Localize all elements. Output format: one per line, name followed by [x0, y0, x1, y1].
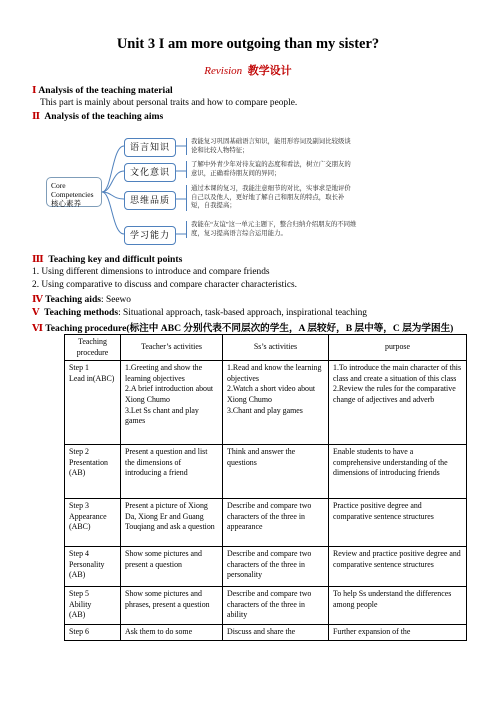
- table-cell: Present a picture of Xiong Da, Xiong Er and Guang Touqiang and ask a question: [121, 499, 223, 547]
- mindmap-label-learning: 学习能力: [124, 226, 176, 245]
- table-body: [65, 361, 467, 641]
- table-cell: Describe and compare two characters of the three in ability: [223, 587, 329, 625]
- table-header-row: [65, 335, 467, 361]
- document-title: Unit 3 I am more outgoing than my sister?: [116, 36, 380, 52]
- table-cell: Think and answer the questions: [223, 445, 329, 499]
- table-header: Teaching procedure: [65, 335, 121, 361]
- table-cell: To help Ss understand the differences among people: [329, 587, 467, 625]
- table-cell: Step 6: [65, 625, 121, 641]
- table-cell: 1.To introduce the main character of this class and create a situation of this class 2.Review the rules for the comparative change of adjectives and adverb: [329, 361, 467, 445]
- table-cell: Step 3 Appearance (ABC): [65, 499, 121, 547]
- table-cell: Further expansion of the: [329, 625, 467, 641]
- section-2-heading: Ⅱ Analysis of the teaching aims: [32, 111, 164, 122]
- table-row: [65, 547, 467, 587]
- table-cell: Describe and compare two characters of the three in appearance: [223, 499, 329, 547]
- mindmap-desc-language: 我能复习巩固基础语言知识，能用形容词及副词比较级谈论和比较人物特征；: [186, 138, 357, 155]
- table-row: [65, 445, 467, 499]
- subtitle-cn: 教学设计: [247, 65, 292, 77]
- table-cell: Describe and compare two characters of the three in personality: [223, 547, 329, 587]
- section-1-text: This part is mainly about personal traits and how to compare people.: [40, 98, 298, 108]
- subtitle-revision: Revision: [204, 65, 243, 77]
- table-cell: 1.Read and know the learning objectives 2.Watch a short video about Xiong Chumo 3.Chant and play games: [223, 361, 329, 445]
- table-cell: Show some pictures and phrases, present a question: [121, 587, 223, 625]
- table-row: [65, 361, 467, 445]
- section-6-heading: Ⅵ Teaching procedure(标注中 ABC 分别代表不同层次的学生，A 层较好，B 层中等，C 层为学困生): [32, 323, 454, 334]
- table-cell: Step 2 Presentation (AB): [65, 445, 121, 499]
- table-cell: Step 4 Personality (AB): [65, 547, 121, 587]
- mindmap-desc-learning: 我能在“友谊”这一单元主题下，整合归纳介绍朋友的不同维度，复习提高语言综合运用能力。: [186, 221, 357, 238]
- section-4: Ⅳ Teaching aids: Seewo: [32, 294, 131, 305]
- table-cell: Enable students to have a comprehensive understanding of the dimensions of introducing friends: [329, 445, 467, 499]
- table-cell: Step 5 Ability (AB): [65, 587, 121, 625]
- table-row: [65, 625, 467, 641]
- mindmap-core-node: Core Competencies 核心素养: [46, 177, 102, 207]
- table-cell: Present a question and list the dimensions of introducing a friend: [121, 445, 223, 499]
- mindmap-label-language: 语言知识: [124, 138, 176, 157]
- section-1-heading: Ⅰ Analysis of the teaching material: [32, 85, 173, 96]
- mindmap-label-culture: 文化意识: [124, 163, 176, 182]
- table-cell: Ask them to do some: [121, 625, 223, 641]
- teaching-procedure-table: [64, 334, 467, 641]
- table-cell: Show some pictures and present a question: [121, 547, 223, 587]
- section-5: Ⅴ Teaching methods: Situational approach, task-based approach, inspirational teaching: [32, 307, 367, 318]
- table-cell: 1.Greeting and show the learning objectives 2.A brief introduction about Xiong Chumo 3.Let Ss chant and play games: [121, 361, 223, 445]
- table-row: [65, 587, 467, 625]
- table-header: purpose: [329, 335, 467, 361]
- section-3-heading: Ⅲ Teaching key and difficult points: [32, 254, 183, 265]
- section-3-item-1: 1. Using different dimensions to introduce and compare friends: [32, 267, 270, 277]
- mindmap-label-thinking: 思维品质: [124, 191, 176, 210]
- mindmap-desc-thinking: 通过本课的复习，我能注意细节的对比，实事求是地评价自己以及他人，更好地了解自己和朋友的特点，取长补短，自我提高；: [186, 185, 357, 211]
- table-row: [65, 499, 467, 547]
- mindmap-desc-culture: 了解中外青少年对待友谊的态度和看法，树立广交朋友的意识，正确看待朋友间的异同；: [186, 161, 357, 178]
- section-3-item-2: 2. Using comparative to discuss and compare character characteristics.: [32, 280, 297, 290]
- table-cell: Review and practice positive degree and comparative sentence structures: [329, 547, 467, 587]
- table-cell: Practice positive degree and comparative sentence structures: [329, 499, 467, 547]
- table-header: Teacher’s activities: [121, 335, 223, 361]
- table-header: Ss’s activities: [223, 335, 329, 361]
- table-cell: Step 1 Lead in(ABC): [65, 361, 121, 445]
- table-cell: Discuss and share the: [223, 625, 329, 641]
